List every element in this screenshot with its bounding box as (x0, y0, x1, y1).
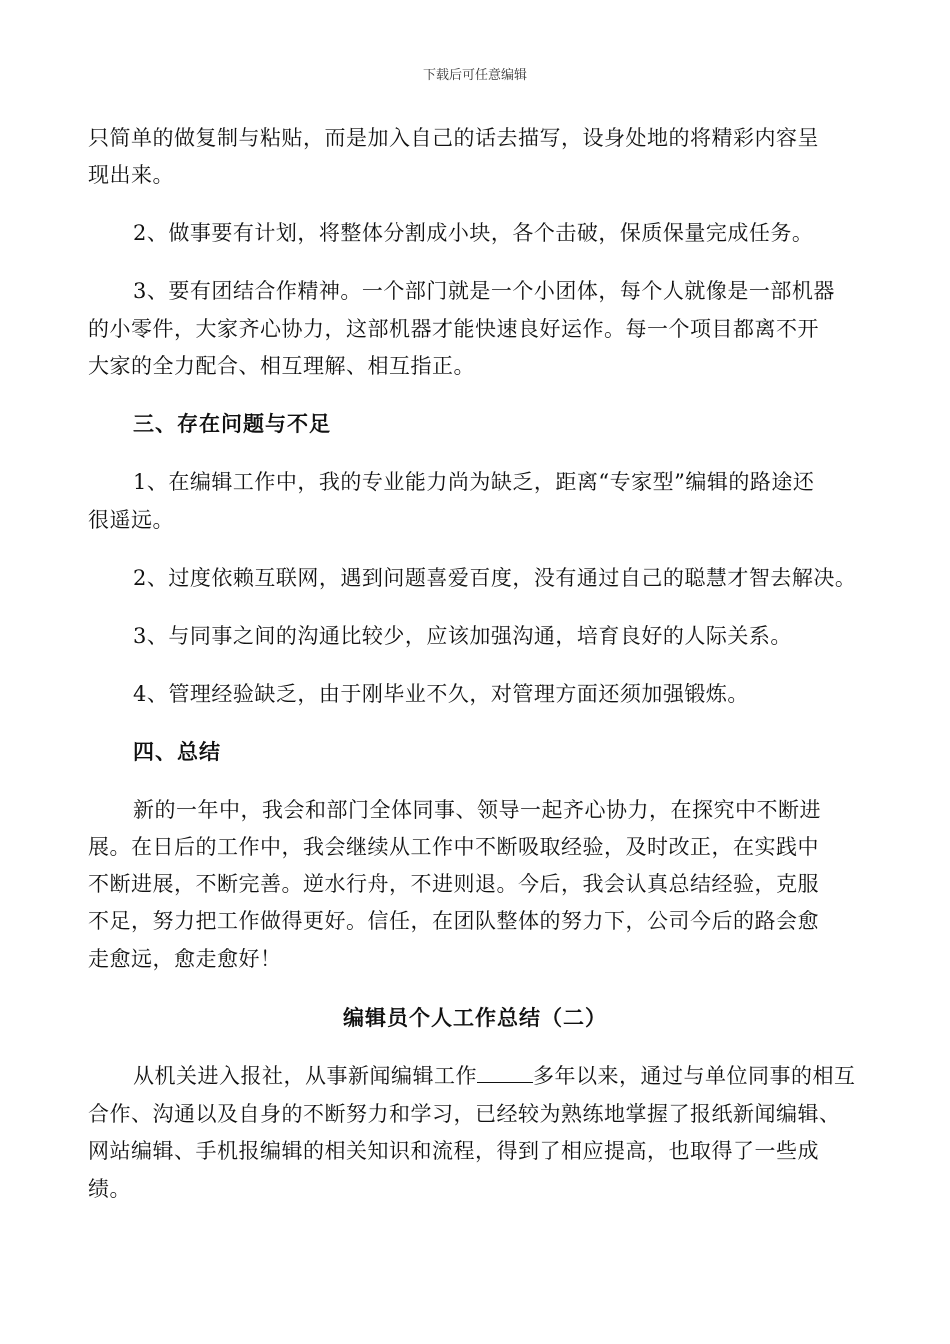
paragraph-line: 大家的全力配合、相互理解、相互指正。 (88, 354, 475, 378)
paragraph-line: 的小零件，大家齐心协力，这部机器才能快速良好运作。每一个项目都离不开 (88, 317, 819, 341)
section-heading: 四、总结 (133, 739, 221, 764)
paragraph-line: 展。在日后的工作中，我会继续从工作中不断吸取经验，及时改正，在实践中 (88, 835, 819, 859)
paragraph-line: 4、管理经验缺乏，由于刚毕业不久，对管理方面还须加强锻炼。 (133, 682, 749, 706)
section-heading: 三、存在问题与不足 (133, 411, 331, 436)
paragraph-line: 走愈远，愈走愈好！ (88, 947, 282, 971)
paragraph-line: 1、在编辑工作中，我的专业能力尚为缺乏，距离“专家型”编辑的路途还 (133, 470, 815, 494)
paragraph-line: 只简单的做复制与粘贴，而是加入自己的话去描写，设身处地的将精彩内容呈 (88, 126, 819, 150)
paragraph-line: 现出来。 (88, 163, 174, 187)
paragraph-line: 不断进展，不断完善。逆水行舟，不进则退。今后，我会认真总结经验，克服 (88, 872, 819, 896)
paragraph-line: 2、做事要有计划，将整体分割成小块，各个击破，保质保量完成任务。 (133, 221, 814, 245)
document-title: 编辑员个人工作总结（二） (343, 1005, 607, 1030)
paragraph-line: 绩。 (88, 1177, 131, 1201)
paragraph-text: 多年以来，通过与单位同事的相互 (533, 1064, 856, 1088)
paragraph-text: 从机关进入报社，从事新闻编辑工作 (133, 1064, 477, 1088)
paragraph-line: 网站编辑、手机报编辑的相关知识和流程，得到了相应提高，也取得了一些成 (88, 1139, 819, 1163)
page-header: 下载后可任意编辑 (422, 68, 527, 83)
paragraph-line: 2、过度依赖互联网，遇到问题喜爱百度，没有通过自己的聪慧才智去解决。 (133, 566, 857, 590)
paragraph-line: 很遥远。 (88, 508, 174, 532)
paragraph-line: 合作、沟通以及自身的不断努力和学习，已经较为熟练地掌握了报纸新闻编辑、 (88, 1102, 841, 1126)
paragraph-line: 3、与同事之间的沟通比较少，应该加强沟通，培育良好的人际关系。 (133, 624, 792, 648)
paragraph-line (133, 1061, 856, 1091)
paragraph-line: 不足，努力把工作做得更好。信任，在团队整体的努力下，公司今后的路会愈 (88, 909, 819, 933)
blank-underline (477, 1081, 533, 1083)
paragraph-line: 3、要有团结合作精神。一个部门就是一个小团体，每个人就像是一部机器 (133, 279, 835, 303)
paragraph-line: 新的一年中，我会和部门全体同事、领导一起齐心协力，在探究中不断进 (133, 798, 821, 822)
